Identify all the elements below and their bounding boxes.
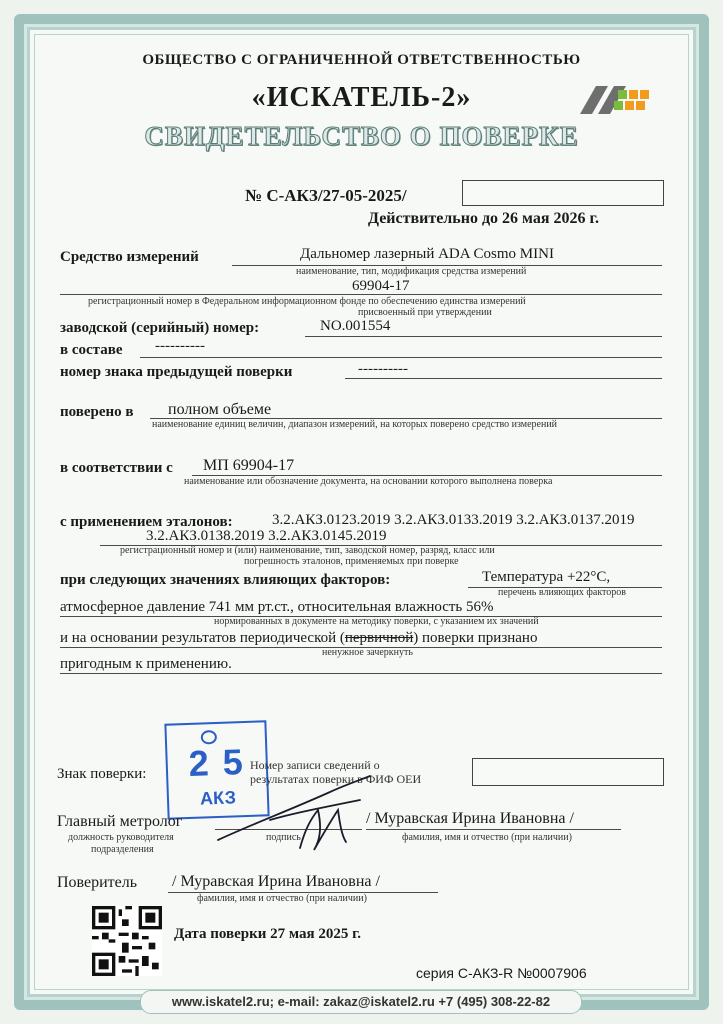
logo-orange-square-2 (640, 90, 649, 99)
result-line-2-rule (60, 673, 662, 674)
metrologist-name-hint: фамилия, имя и отчество (при наличии) (402, 832, 572, 843)
prev-mark-value: ---------- (358, 361, 408, 377)
logo-orange-square-4 (636, 101, 645, 110)
form-series: серия С-АКЗ-R №0007906 (416, 965, 587, 981)
prev-mark-label: номер знака предыдущей поверки (60, 364, 293, 380)
qr-code (92, 906, 162, 976)
standards-value-1: 3.2.АКЗ.0123.2019 3.2.АКЗ.0133.2019 3.2.АКЗ.0137.2019 (272, 512, 635, 528)
result-part-1: и на основании результатов периодической ( (60, 630, 345, 646)
verified-value: полном объеме (168, 401, 272, 418)
standards-value-2: 3.2.АКЗ.0138.2019 3.2.АКЗ.0145.2019 (146, 528, 387, 544)
reg-hint-1: регистрационный номер в Федеральном информационном фонде по обеспечению единства измерений (88, 296, 526, 307)
instrument-value: Дальномер лазерный ADA Cosmo MINI (300, 246, 554, 262)
verified-label: поверено в (60, 404, 134, 420)
verifier-hint: фамилия, имя и отчество (при наличии) (197, 893, 367, 904)
logo-green-square-2 (614, 101, 623, 110)
instrument-label: Средство измерений (60, 249, 199, 265)
accordance-value: МП 69904-17 (203, 457, 295, 474)
stamp-number: 2 5 (188, 741, 246, 784)
reg-line (60, 294, 662, 295)
composition-value: ---------- (155, 338, 205, 354)
metrologist-name-line (366, 829, 621, 830)
record-text-1: Номер записи сведений о (250, 758, 380, 772)
accordance-hint: наименование или обозначение документа, на основании которого выполнена поверка (184, 476, 553, 487)
composition-line (140, 357, 662, 358)
serial-line (305, 336, 662, 337)
factors-hint-2: нормированных в документе на методику поверки, с указанием их значений (214, 616, 539, 627)
stamp-code: АКЗ (199, 787, 237, 809)
organization-type: ОБЩЕСТВО С ОГРАНИЧЕННОЙ ОТВЕТСТВЕННОСТЬЮ (142, 52, 581, 68)
instrument-hint: наименование, тип, модификация средства измерений (296, 266, 527, 277)
factors-value-2: атмосферное давление 741 мм рт.ст., относительная влажность 56% (60, 599, 494, 615)
composition-label: в составе (60, 342, 123, 358)
verified-hint: наименование единиц величин, диапазон измерений, на которых поверено средство измерений (152, 419, 558, 430)
result-part-2: ) поверки признано (413, 630, 538, 646)
result-line-2: пригодным к применению. (60, 656, 232, 672)
serial-value: NO.001554 (320, 318, 391, 334)
factors-value-1: Температура +22°С, (482, 569, 611, 585)
mark-label: Знак поверки: (57, 766, 147, 782)
result-line-1 (60, 630, 537, 647)
record-number-box (472, 758, 664, 786)
verification-date: Дата поверки 27 мая 2025 г. (174, 926, 361, 942)
metrologist-hint-1: должность руководителя (68, 832, 174, 843)
company-name: «ИСКАТЕЛЬ-2» (251, 82, 472, 113)
logo-orange-square-3 (625, 101, 634, 110)
handwritten-signature (210, 770, 380, 860)
metrologist-label: Главный метролог (57, 813, 183, 830)
certificate-number: № С-АКЗ/27-05-2025/ (245, 186, 407, 205)
signature-hint: подпись (266, 832, 301, 843)
standards-label: с применением эталонов: (60, 514, 233, 530)
logo-green-square (618, 90, 627, 99)
verifier-name: / Муравская Ирина Ивановна / (172, 873, 380, 890)
result-hint: ненужное зачеркнуть (322, 647, 413, 658)
company-logo (574, 80, 654, 118)
logo-orange-square (629, 90, 638, 99)
accordance-label: в соответствии с (60, 460, 173, 476)
metrologist-hint-2: подразделения (91, 844, 154, 855)
verifier-label: Поверитель (57, 874, 138, 891)
result-struck: первичной (344, 630, 414, 646)
certificate-title: СВИДЕТЕЛЬСТВО О ПОВЕРКЕ (144, 121, 579, 151)
valid-until: Действительно до 26 мая 2026 г. (368, 210, 599, 227)
factors-label: при следующих значениях влияющих факторов: (60, 572, 391, 588)
record-text-2: результатах поверки в ФИФ ОЕИ (250, 772, 422, 786)
serial-label: заводской (серийный) номер: (60, 320, 260, 336)
certificate-number-box (462, 180, 664, 206)
standards-hint-2: погрешность эталонов, применяемых при поверке (244, 556, 459, 567)
reg-value: 69904-17 (352, 278, 410, 294)
factors-hint-1: перечень влияющих факторов (498, 587, 627, 598)
metrologist-name: / Муравская Ирина Ивановна / (366, 810, 574, 827)
reg-hint-2: присвоенный при утверждении (358, 307, 492, 318)
prev-mark-line (345, 378, 662, 379)
standards-hint-1: регистрационный номер и (или) наименование, тип, заводской номер, разряд, класс или (120, 545, 495, 556)
contact-footer: www.iskatel2.ru; e-mail: zakaz@iskatel2.ru +7 (495) 308-22-82 (140, 990, 582, 1014)
